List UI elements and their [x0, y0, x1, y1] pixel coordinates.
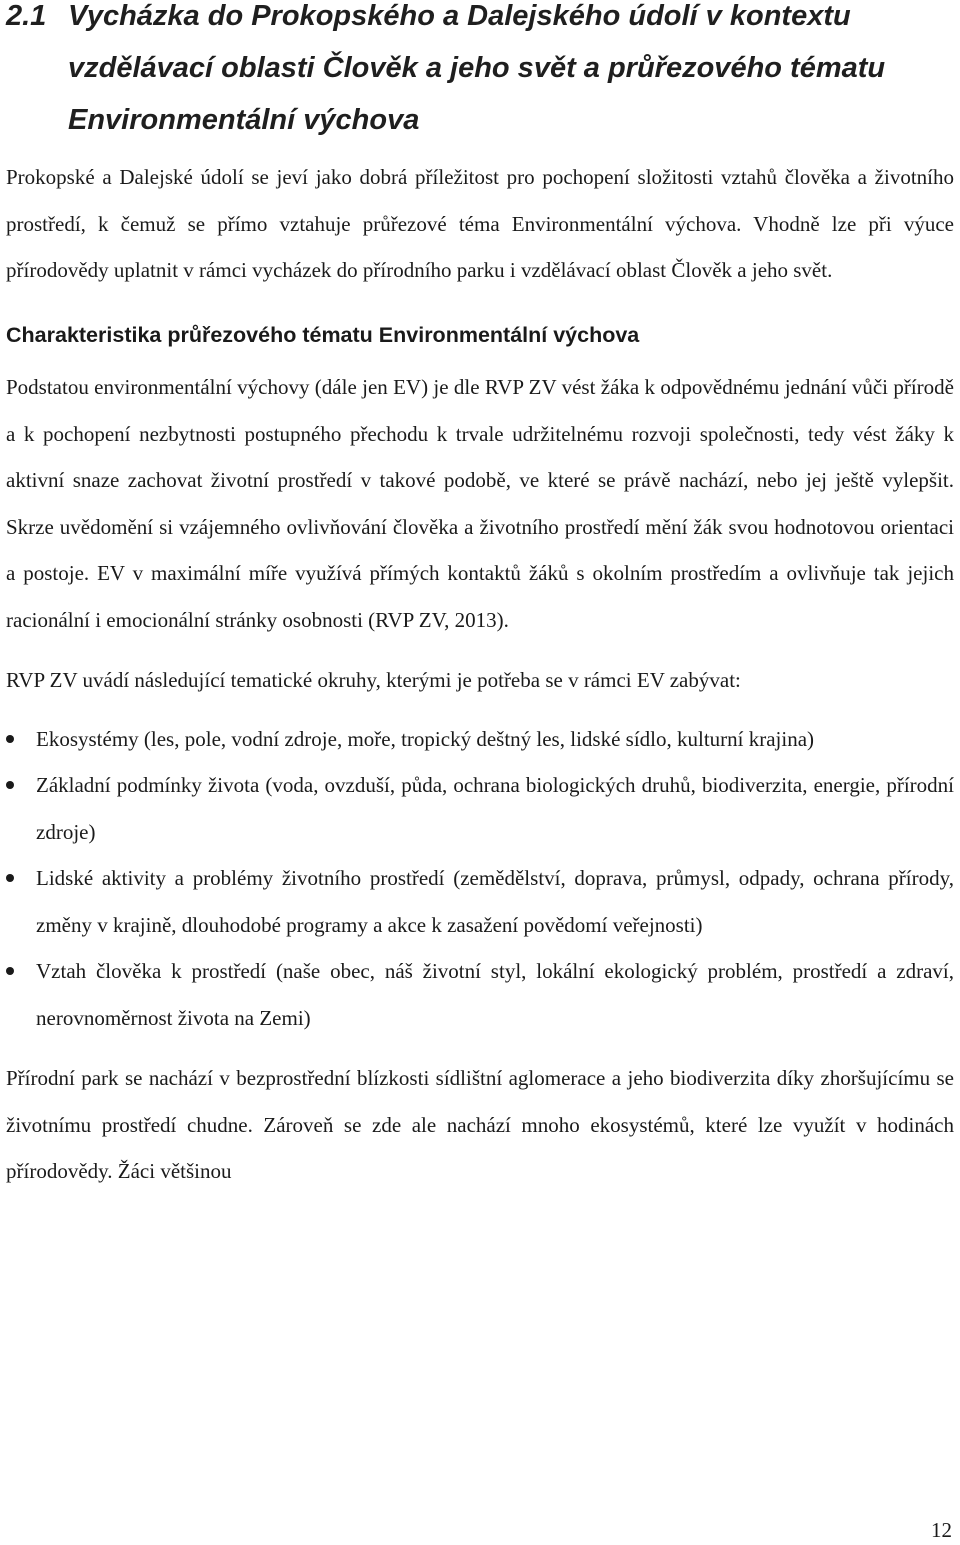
- topic-text: Základní podmínky života (voda, ovzduší, půda, ochrana biologických druhů, biodiverzita, energie, přírodní zdroje): [36, 773, 954, 844]
- topics-list: [6, 716, 954, 1042]
- document-page: [6, 0, 954, 1195]
- list-item: [6, 716, 954, 763]
- topics-intro-paragraph: RVP ZV uvádí následující tematické okruhy, kterými je potřeba se v rámci EV zabývat:: [6, 668, 741, 692]
- section-title: Vycházka do Prokopského a Dalejského údolí v kontextu vzdělávací oblasti Člověk a jeho svět a průřezového tématu Environmentální výchova: [68, 0, 886, 136]
- section-heading: [6, 0, 954, 146]
- bullet-icon: [6, 967, 14, 975]
- topic-text: Vztah člověka k prostředí (naše obec, náš životní styl, lokální ekologický problém, prostředí a zdraví, nerovnoměrnost života na Zemi): [36, 959, 954, 1030]
- list-item: [6, 855, 954, 948]
- section-number: 2.1: [6, 0, 47, 32]
- intro-paragraph: Prokopské a Dalejské údolí se jeví jako dobrá příležitost pro pochopení složitosti vztahů člověka a životního prostředí, k čemuž se přímo vztahuje průřezové téma Environmentální výchova. Vhodně lze při výuce přírodovědy uplatnit v rámci vycházek do přírodního parku i vzdělávací oblast Člověk a jeho svět.: [6, 165, 954, 282]
- ev-paragraph: Podstatou environmentální výchovy (dále jen EV) je dle RVP ZV vést žáka k odpovědnému jednání vůči přírodě a k pochopení nezbytnosti postupného přechodu k trvale udržitelnému rozvoji společnosti, tedy vést žáky k aktivní snaze zachovat životní prostředí v takové podobě, ve které se právě nachází, nebo jej ještě vylepšit. Skrze uvědomění si vzájemného ovlivňování člověka a životního prostředí mění žák svou hodnotovou orientaci a postoje. EV v maximální míře využívá přímých kontaktů žáků s okolním prostředím a ovlivňuje tak jejich racionální i emocionální stránky osobnosti (RVP ZV, 2013).: [6, 375, 954, 632]
- closing-paragraph: Přírodní park se nachází v bezprostřední blízkosti sídlištní aglomerace a jeho biodiverzita díky zhoršujícímu se životnímu prostředí chudne. Zároveň se zde ale nachází mnoho ekosystémů, které lze využít v hodinách přírodovědy. Žáci většinou: [6, 1066, 954, 1183]
- list-item: [6, 762, 954, 855]
- subsection-heading: Charakteristika průřezového tématu Environmentální výchova: [6, 322, 640, 347]
- topic-text: Lidské aktivity a problémy životního prostředí (zemědělství, doprava, průmysl, odpady, ochrana přírody, změny v krajině, dlouhodobé programy a akce k zasažení povědomí veřejnosti): [36, 866, 954, 937]
- page-number: 12: [931, 1518, 952, 1542]
- bullet-icon: [6, 781, 14, 789]
- list-item: [6, 948, 954, 1041]
- bullet-icon: [6, 874, 14, 882]
- bullet-icon: [6, 735, 14, 743]
- topic-text: Ekosystémy (les, pole, vodní zdroje, moře, tropický deštný les, lidské sídlo, kulturní krajina): [36, 726, 815, 751]
